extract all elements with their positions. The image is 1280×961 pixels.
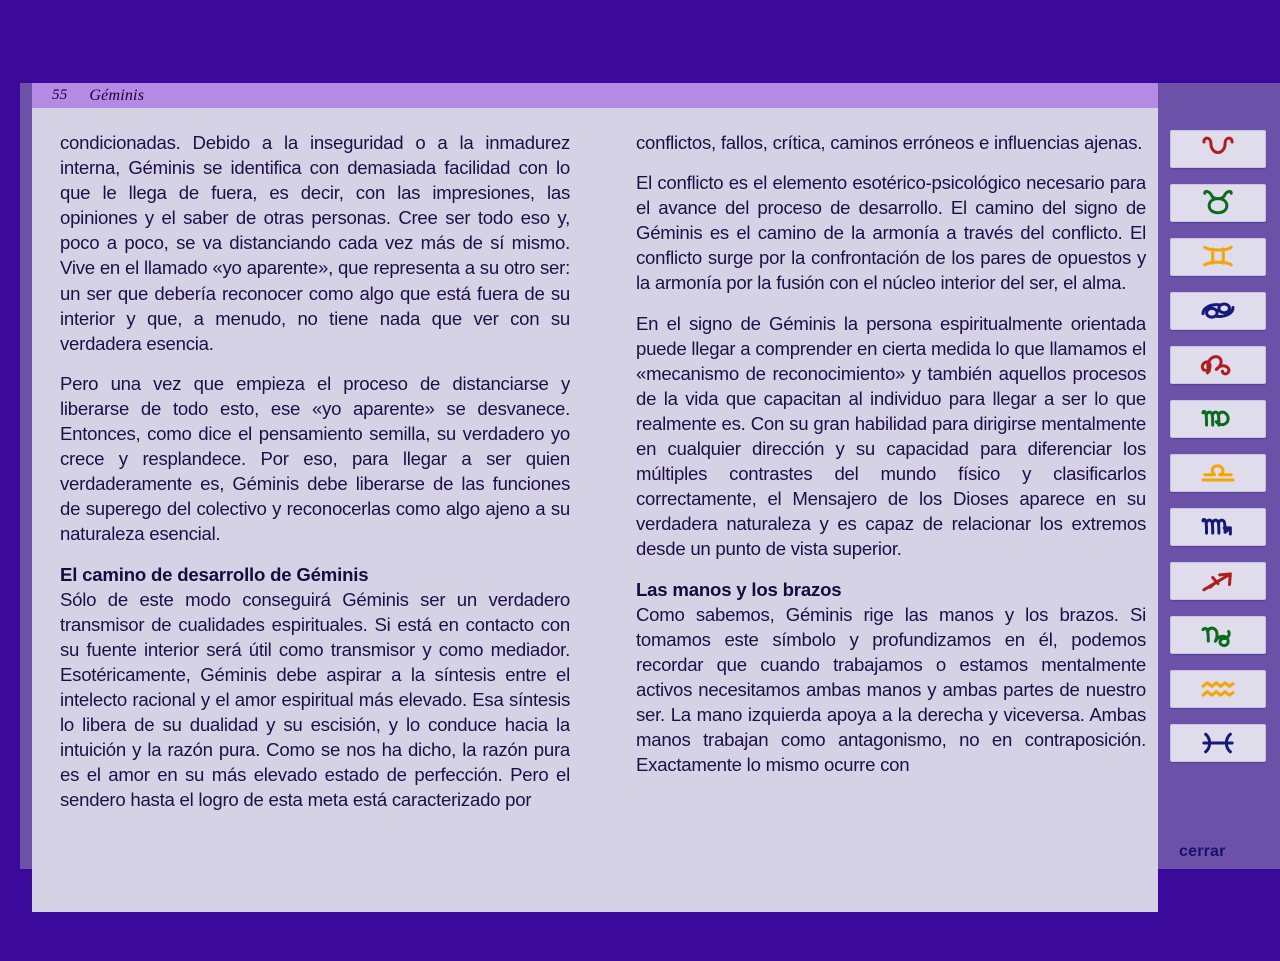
leo-glyph-icon — [1182, 350, 1254, 380]
two-column-text-body — [60, 130, 1146, 912]
right-column — [636, 130, 1146, 912]
zodiac-tile-aries[interactable] — [1170, 130, 1266, 168]
acuario-glyph-icon — [1182, 674, 1254, 704]
escorpio-glyph-icon — [1182, 512, 1254, 542]
paragraph: En el signo de Géminis la persona espiritualmente orientada puede llegar a comprender en cierta medida lo que llamamos el «mecanismo de reconocimiento» y también aquellos procesos de la vida que capacitan al individuo para llegar a ser lo que realmente es. Con su gran habilidad para dirigirse mentalmente en cualquier dirección y su capacidad para diferenciar los múltiples contrastes del mundo físico y clasificarlos correctamente, el Mensajero de los Dioses aparece en su verdadera naturaleza y es capaz de relacionar los extremos desde un punto de vista superior. — [636, 312, 1146, 560]
zodiac-tile-acuario[interactable] — [1170, 670, 1266, 708]
tauro-glyph-icon — [1182, 188, 1254, 218]
zodiac-sidebar — [1160, 108, 1280, 869]
running-head-bar — [32, 83, 1158, 108]
zodiac-tile-virgo[interactable] — [1170, 400, 1266, 438]
page-number: 55 — [52, 87, 68, 103]
zodiac-tile-leo[interactable] — [1170, 346, 1266, 384]
zodiac-tile-cancer[interactable] — [1170, 292, 1266, 330]
aries-glyph-icon — [1182, 134, 1254, 164]
libra-glyph-icon — [1182, 458, 1254, 488]
running-head-title: Géminis — [89, 86, 145, 104]
paragraph: Como sabemos, Géminis rige las manos y los brazos. Si tomamos este símbolo y profundizamos en él, podemos recordar que cuando trabajamos o estamos mentalmente activos necesitamos ambas manos y ambas partes de nuestro ser. La mano izquierda apoya a la derecha y viceversa. Ambas manos trabajan como antagonismo, no en contraposición. Exactamente lo mismo ocurre con — [636, 603, 1146, 776]
section-heading-camino-desarrollo: El camino de desarrollo de Géminis — [60, 563, 369, 585]
paragraph: El conflicto es el elemento esotérico-psicológico necesario para el avance del proceso de desarrollo. El camino del signo de Géminis es el camino de la armonía a través del conflicto. El conflicto surge por la confrontación de los pares de opuestos y la armonía por la fusión con el núcleo interior del ser, el alma. — [636, 172, 1146, 294]
left-column — [60, 130, 570, 912]
paragraph: conflictos, fallos, crítica, caminos erróneos e influencias ajenas. — [636, 132, 1143, 153]
capricornio-glyph-icon — [1182, 620, 1254, 650]
virgo-glyph-icon — [1182, 404, 1254, 434]
sagitario-glyph-icon — [1182, 566, 1254, 596]
geminis-glyph-icon — [1182, 242, 1254, 272]
cancer-glyph-icon — [1182, 296, 1254, 326]
zodiac-tile-escorpio[interactable] — [1170, 508, 1266, 546]
zodiac-tile-libra[interactable] — [1170, 454, 1266, 492]
paragraph: condicionadas. Debido a la inseguridad o a la inmadurez interna, Géminis se identifica con demasiada facilidad con lo que le llega de fuera, es decir, con las impresiones, las opiniones y el saber de otras personas. Cree ser todo eso y, poco a poco, se va distanciando cada vez más de sí mismo. Vive en el llamado «yo aparente», que representa a su otro ser: un ser que debería reconocer como algo que está fuera de su interior y que, a menudo, no tiene nada que ver con su verdadera esencia. — [60, 132, 570, 354]
close-button[interactable]: cerrar — [1179, 843, 1226, 860]
zodiac-sign-list — [1170, 130, 1268, 778]
zodiac-tile-tauro[interactable] — [1170, 184, 1266, 222]
paragraph: Pero una vez que empieza el proceso de distanciarse y liberarse de todo esto, ese «yo aparente» se desvanece. Entonces, como dice el pensamiento semilla, su verdadero yo crece y resplandece. Por eso, para llegar a ser quien verdaderamente es, Géminis debe liberarse de las funciones de superego del colectivo y reconocerlas como algo ajeno a su naturaleza esencial. — [60, 372, 570, 545]
zodiac-tile-geminis[interactable] — [1170, 238, 1266, 276]
zodiac-tile-sagitario[interactable] — [1170, 562, 1266, 600]
zodiac-tile-capricornio[interactable] — [1170, 616, 1266, 654]
page-sheet — [32, 108, 1158, 912]
section-heading-manos-brazos: Las manos y los brazos — [636, 578, 842, 600]
zodiac-tile-piscis[interactable] — [1170, 724, 1266, 762]
piscis-glyph-icon — [1182, 728, 1254, 758]
paragraph: Sólo de este modo conseguirá Géminis ser un verdadero transmisor de cualidades espirituales. Si está en contacto con su fuente interior será útil como transmisor y como mediador. Esotéricamente, Géminis debe aspirar a la síntesis entre el intelecto racional y el amor espiritual más elevado. Esa síntesis lo libera de su dualidad y su escisión, y lo conduce hacia la intuición y la razón pura. Como se nos ha dicho, la razón pura es el amor en su más elevado estado de perfección. Pero el sendero hasta el logro de esta meta está caracterizado por — [60, 588, 570, 811]
